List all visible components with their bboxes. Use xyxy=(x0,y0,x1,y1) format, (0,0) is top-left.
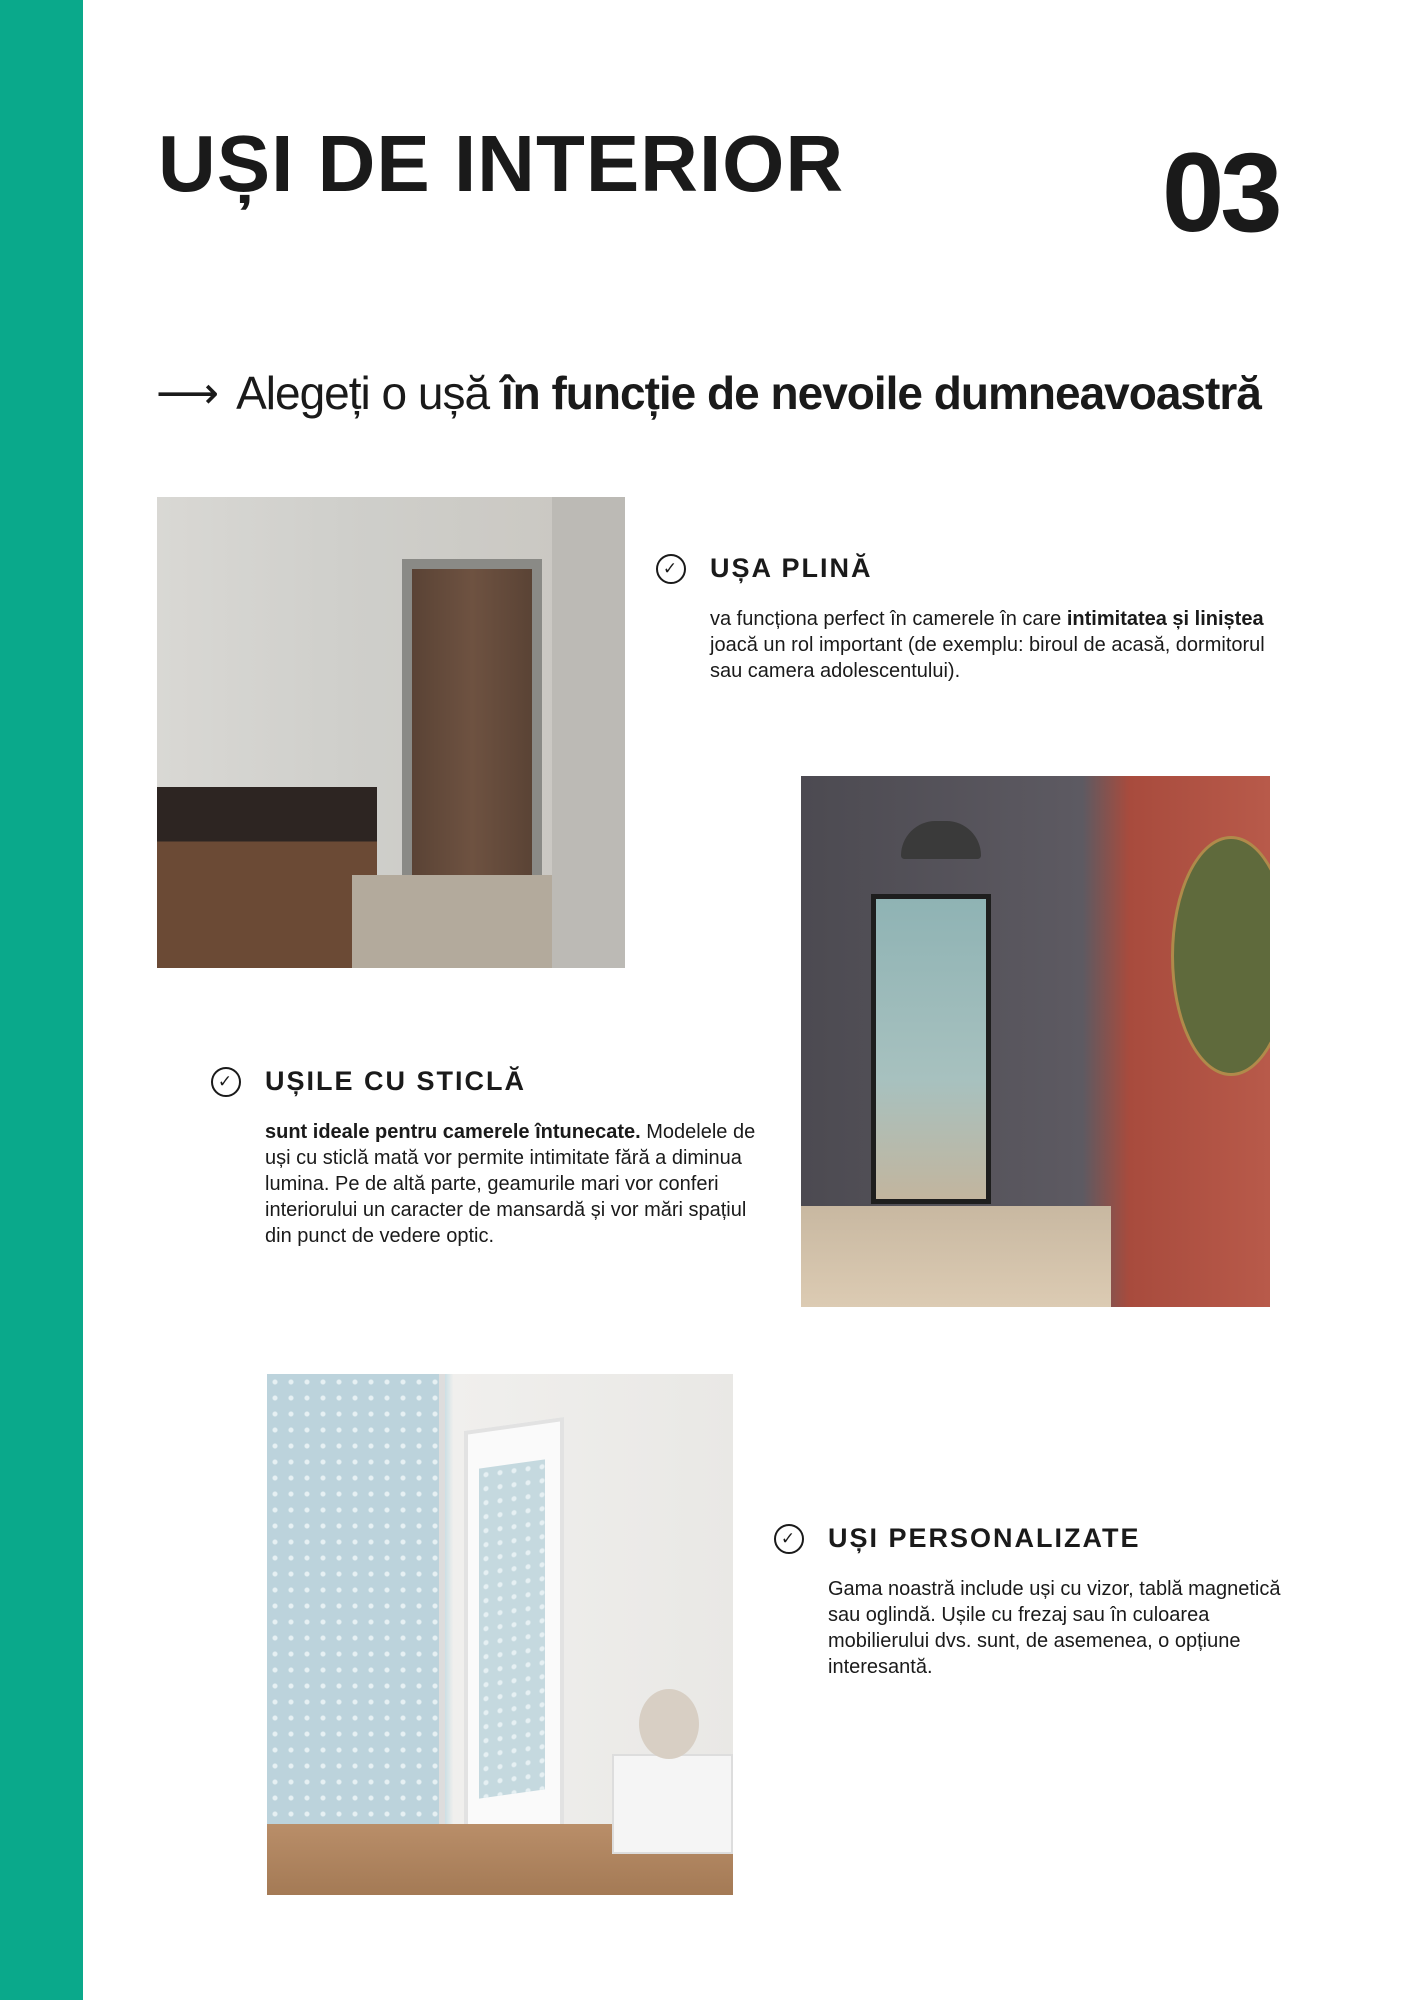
section-body: sunt ideale pentru camerele întunecate. Modelele de uși cu sticlă mată vor permite intimitate fără a diminua lumina. Pe de altă parte, geamurile mari vor conferi interiorului un caracter de mansardă și vor mări spațiul din punct de vedere optic. xyxy=(265,1121,756,1247)
section-body: Gama noastră include uși cu vizor, tablă magnetică sau oglindă. Ușile cu frezaj sau în culoarea mobilierului dvs. sunt, de asemenea, o opțiune interesantă. xyxy=(828,1578,1281,1678)
section-custom-doors xyxy=(780,1523,1298,1680)
section-body: va funcționa perfect în camerele în care intimitatea și liniștea joacă un rol important (de exemplu: biroul de acasă, dormitorul sau camera adolescentului). xyxy=(710,608,1265,682)
section-heading: UȘILE CU STICLĂ xyxy=(265,1066,527,1096)
subtitle-normal: Alegeți o ușă xyxy=(236,367,490,419)
page-title: UȘI DE INTERIOR xyxy=(158,119,845,208)
page-number: 03 xyxy=(1162,130,1279,255)
section-glass-doors xyxy=(217,1066,765,1249)
solid-door-kitchen-photo xyxy=(157,497,625,968)
accent-sidebar-bar xyxy=(0,0,83,2000)
subtitle xyxy=(156,366,1261,420)
custom-door-room-photo xyxy=(267,1374,733,1895)
section-heading: UȘI PERSONALIZATE xyxy=(828,1523,1141,1553)
section-heading: UȘA PLINĂ xyxy=(710,553,873,583)
subtitle-bold: în funcție de nevoile dumneavoastră xyxy=(500,367,1261,419)
check-circle-icon: ✓ xyxy=(774,1524,804,1554)
glass-door-hallway-photo xyxy=(801,776,1270,1307)
check-circle-icon: ✓ xyxy=(211,1067,241,1097)
section-solid-door xyxy=(662,553,1270,684)
check-circle-icon: ✓ xyxy=(656,554,686,584)
arrow-right-icon: ⟶ xyxy=(156,368,219,418)
